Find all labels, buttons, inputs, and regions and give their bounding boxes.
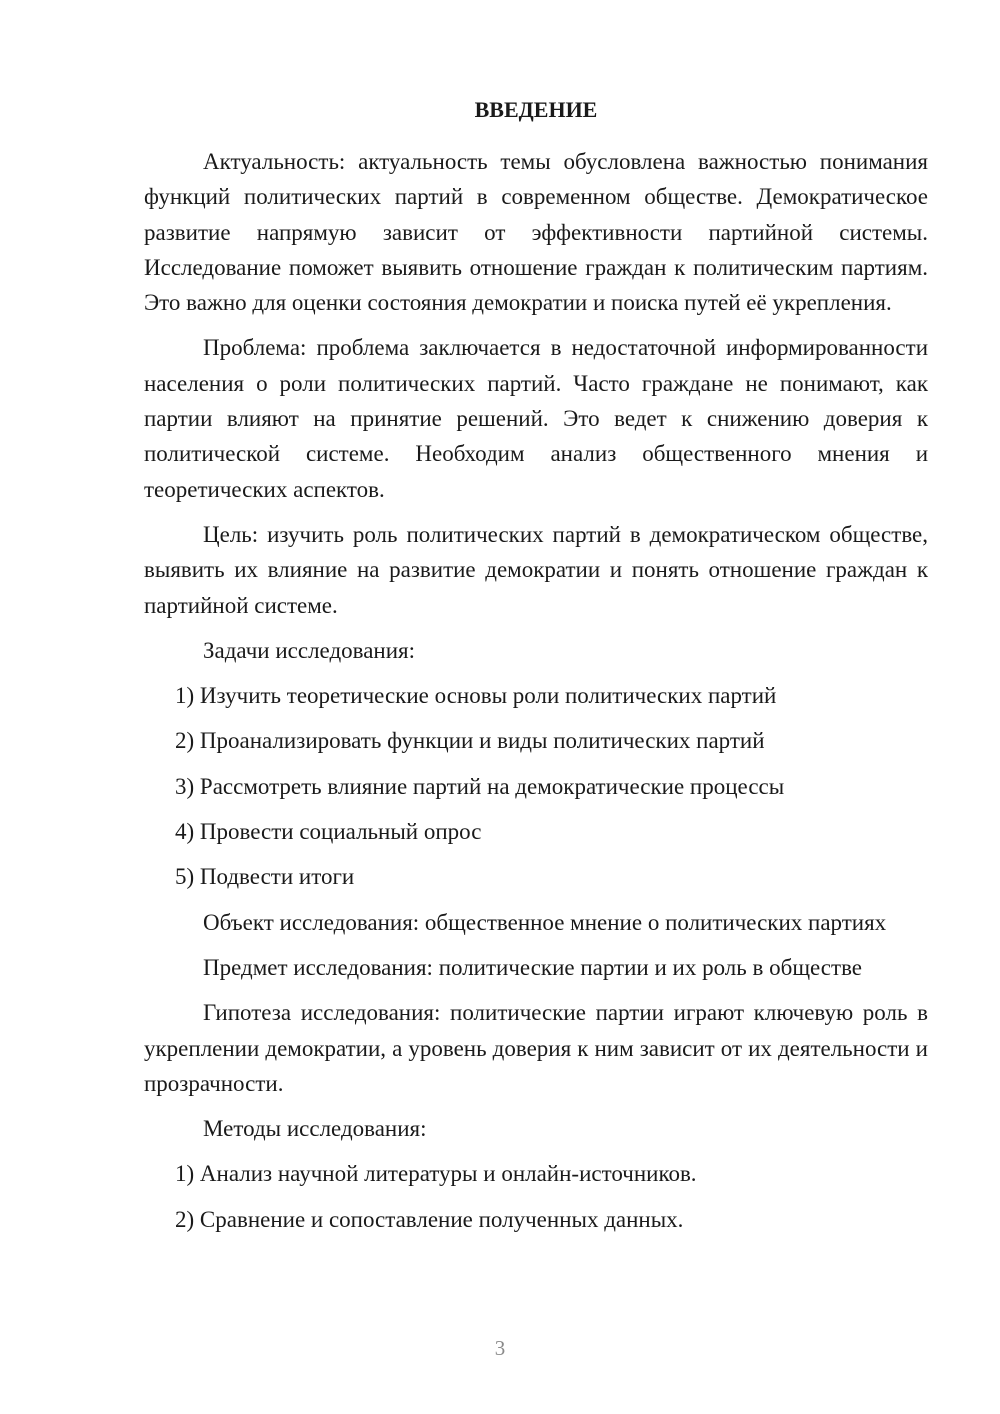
document-page: [144, 92, 928, 1247]
section-title: ВВЕДЕНИЕ: [474, 97, 598, 122]
page-number: 3: [494, 1336, 506, 1360]
task-item: 5) Подвести итоги: [175, 864, 355, 890]
paragraph-problem: Проблема: проблема заключается в недостаточной информированности населения о роли политических партий. Часто граждане не понимают, как партии влияют на принятие решений. Это ведет к снижению доверия к политической системе. Необходим анализ общественного мнения и теоретических аспектов.: [144, 335, 928, 502]
paragraph-object: Объект исследования: общественное мнение о политических партиях: [203, 909, 887, 935]
task-item: 3) Рассмотреть влияние партий на демократические процессы: [175, 773, 785, 799]
method-item: 1) Анализ научной литературы и онлайн-источников.: [175, 1161, 697, 1187]
paragraph-goal: Цель: изучить роль политических партий в демократическом обществе, выявить их влияние на развитие демократии и понять отношение граждан к партийной системе.: [144, 521, 928, 618]
paragraph-relevance: Актуальность: актуальность темы обусловлена важностью понимания функций политических партий в современном обществе. Демократическое развитие напрямую зависит от эффективности партийной системы. Исследование поможет выявить отношение граждан к политическим партиям. Это важно для оценки состояния демократии и поиска путей её укрепления.: [144, 149, 928, 316]
task-item: 4) Провести социальный опрос: [175, 819, 482, 845]
paragraph-subject: Предмет исследования: политические партии и их роль в обществе: [203, 954, 863, 980]
method-item: 2) Сравнение и сопоставление полученных данных.: [175, 1206, 684, 1232]
task-item: 2) Проанализировать функции и виды политических партий: [175, 728, 765, 754]
paragraph-hypothesis: Гипотеза исследования: политические партии играют ключевую роль в укреплении демократии, а уровень доверия к ним зависит от их деятельности и прозрачности.: [144, 1000, 928, 1096]
task-item: 1) Изучить теоретические основы роли политических партий: [175, 683, 777, 709]
methods-heading: Методы исследования:: [203, 1116, 427, 1142]
tasks-heading: Задачи исследования:: [203, 637, 416, 663]
